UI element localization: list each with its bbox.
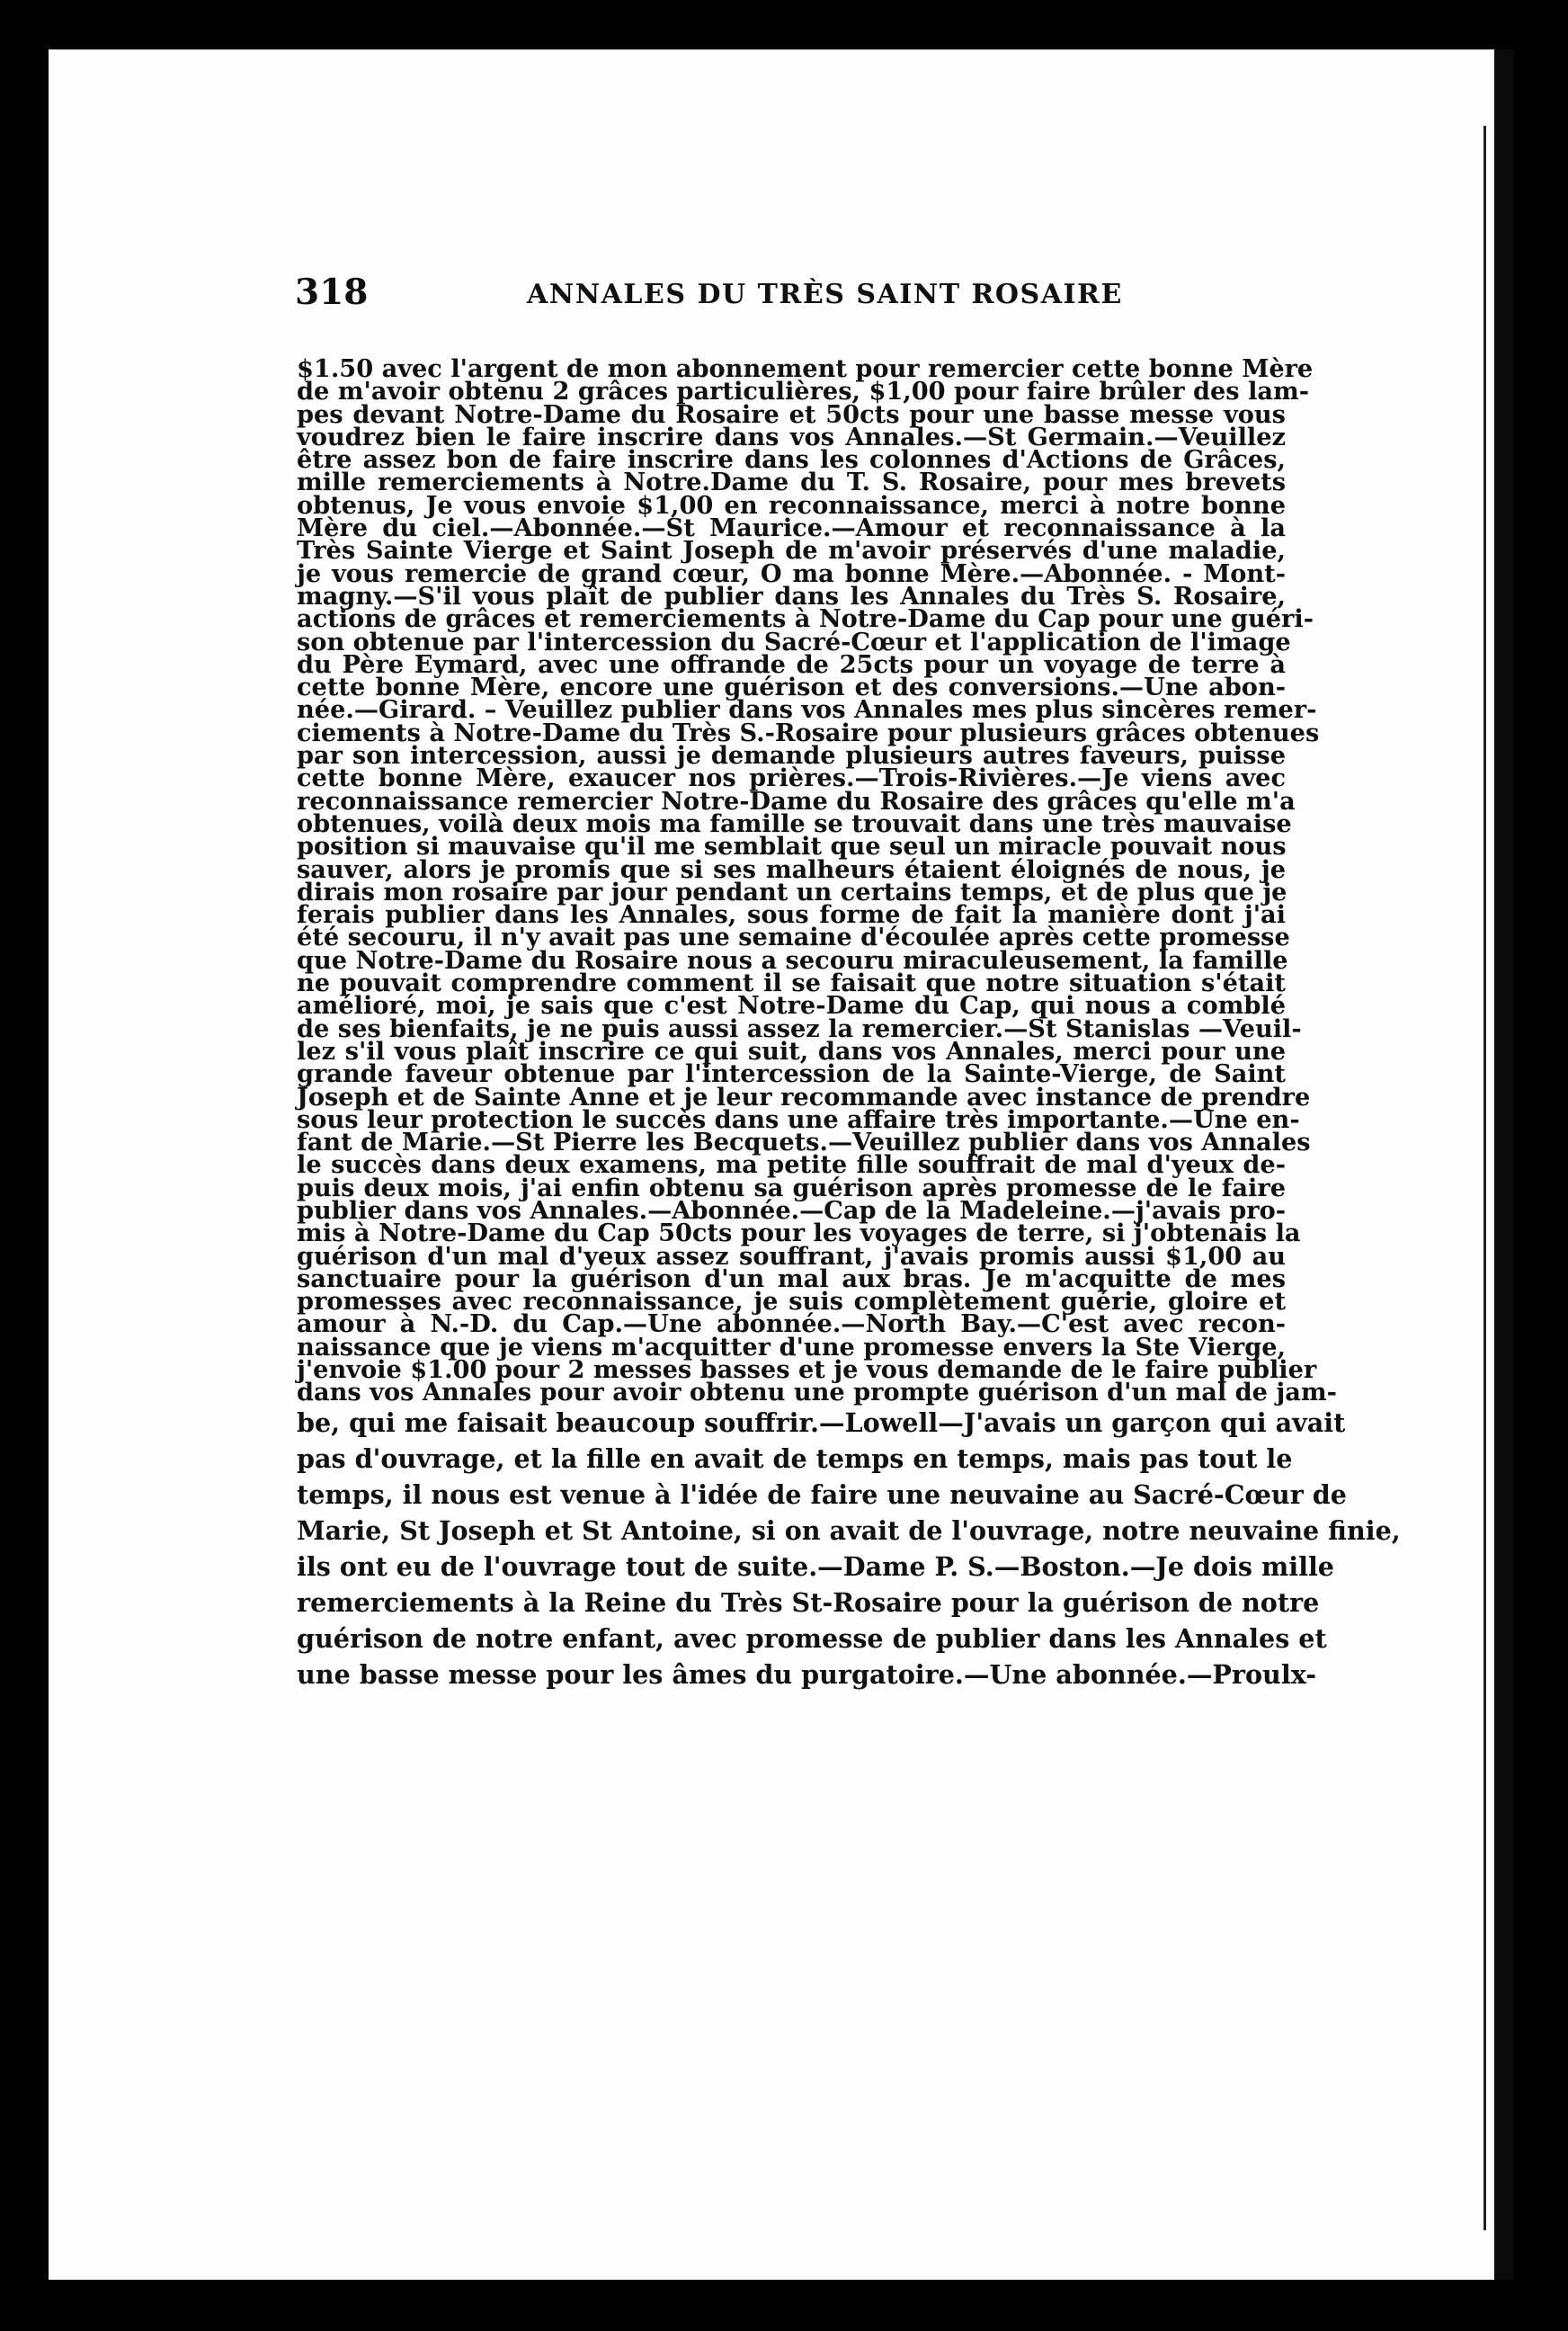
text-line: puis deux mois, j'ai enfin obtenu sa guérison après promesse de le faire [297, 1173, 1286, 1202]
text-line: obtenus, Je vous envoie $1,00 en reconnaissance, merci à notre bonne [297, 490, 1286, 520]
text-line: de ses bienfaits, je ne puis aussi assez la remercier.—St Stanislas —Veuil- [297, 1014, 1302, 1043]
text-line: obtenues, voilà deux mois ma famille se trouvait dans une très mauvaise [297, 808, 1292, 838]
text-line: été secouru, il n'y avait pas une semaine d'écoulée après cette promesse [297, 923, 1290, 952]
wide-text-block [297, 1405, 1401, 1692]
text-line: fant de Marie.—St Pierre les Becquets.—Veuillez publier dans vos Annales [297, 1128, 1311, 1157]
text-line: Joseph et de Sainte Anne et je leur recommande avec instance de prendre [297, 1082, 1311, 1112]
text-line: une basse messe pour les âmes du purgatoire.—Une abonnée.—Proulx- [297, 1658, 1317, 1690]
text-line: guérison de notre enfant, avec promesse de publier dans les Annales et [297, 1622, 1327, 1654]
running-head: ANNALES DU TRÈS SAINT ROSAIRE [527, 279, 1123, 310]
text-line: temps, il nous est venue à l'idée de faire une neuvaine au Sacré-Cœur de [297, 1478, 1347, 1510]
text-line: amour à N.-D. du Cap.—Une abonnée.—North Bay.—C'est avec recon- [297, 1309, 1286, 1339]
text-line: de m'avoir obtenu 2 grâces particulières, $1,00 pour faire brûler des lam- [297, 377, 1310, 406]
text-line: pes devant Notre-Dame du Rosaire et 50cts pour une basse messe vous [297, 399, 1286, 429]
text-line: sanctuaire pour la guérison d'un mal aux bras. Je m'acquitte de mes [297, 1264, 1286, 1293]
body-text [297, 354, 1401, 1692]
text-line: sous leur protection le succès dans une affaire très importante.—Une en- [297, 1104, 1300, 1134]
text-line: guérison d'un mal d'yeux assez souffrant, j'avais promis aussi $1,00 au [297, 1241, 1286, 1271]
text-line: son obtenue par l'intercession du Sacré-Cœur et l'application de l'image [297, 627, 1291, 656]
text-line: du Père Eymard, avec une offrande de 25cts pour un voyage de terre à [297, 649, 1286, 679]
text-line: cette bonne Mère, exaucer nos prières.—Trois-Rivières.—Je viens avec [297, 764, 1286, 793]
page-header [295, 272, 1282, 317]
text-line: ils ont eu de l'ouvrage tout de suite.—Dame P. S.—Boston.—Je dois mille [297, 1550, 1334, 1582]
text-line: actions de grâces et remerciements à Notre-Dame du Cap pour une guéri- [297, 604, 1314, 634]
text-line: lez s'il vous plaît inscrire ce qui suit, dans vos Annales, merci pour une [297, 1036, 1286, 1066]
text-line: grande faveur obtenue par l'intercession de la Sainte-Vierge, de Saint [297, 1059, 1286, 1089]
text-line: née.—Girard. – Veuillez publier dans vos Annales mes plus sincères remer- [297, 695, 1317, 725]
dense-text-block [297, 354, 1337, 1407]
text-line: Mère du ciel.—Abonnée.—St Maurice.—Amour et reconnaissance à la [297, 514, 1286, 543]
page-edge-shadow [1483, 126, 1486, 2230]
text-line: be, qui me faisait beaucoup souffrir.—Lowell—J'avais un garçon qui avait [297, 1407, 1346, 1438]
text-line: mis à Notre-Dame du Cap 50cts pour les voyages de terre, si j'obtenais la [297, 1219, 1301, 1248]
text-line: être assez bon de faire inscrire dans les colonnes d'Actions de Grâces, [297, 445, 1286, 475]
text-line: position si mauvaise qu'il me semblait que seul un miracle pouvait nous [297, 832, 1287, 862]
text-line: pas d'ouvrage, et la fille en avait de temps en temps, mais pas tout le [297, 1442, 1293, 1474]
text-line: remerciements à la Reine du Très St-Rosaire pour la guérison de notre [297, 1586, 1320, 1618]
text-line: Très Sainte Vierge et Saint Joseph de m'avoir préservés d'une maladie, [297, 536, 1286, 566]
text-line: magny.—S'il vous plaît de publier dans les Annales du Très S. Rosaire, [297, 581, 1286, 611]
text-line: que Notre-Dame du Rosaire nous a secouru miraculeusement, la famille [297, 945, 1288, 975]
text-line: amélioré, moi, je sais que c'est Notre-Dame du Cap, qui nous a comblé [297, 991, 1286, 1021]
text-line: voudrez bien le faire inscrire dans vos Annales.—St Germain.—Veuillez [297, 422, 1286, 451]
text-line: mille remerciements à Notre.Dame du T. S. Rosaire, pour mes brevets [297, 468, 1286, 497]
text-line: par son intercession, aussi je demande plusieurs autres faveurs, puisse [297, 741, 1286, 771]
text-line: ne pouvait comprendre comment il se faisait que notre situation s'était [297, 969, 1286, 998]
book-spine-edge [1494, 49, 1514, 2280]
text-line: dirais mon rosaire par jour pendant un certains temps, et de plus que je [297, 877, 1287, 906]
text-line: $1.50 avec l'argent de mon abonnement pour remercier cette bonne Mère [297, 354, 1314, 383]
page-number: 318 [295, 272, 369, 313]
text-line: sauver, alors je promis que si ses malheurs étaient éloignés de nous, je [297, 854, 1286, 884]
text-line: naissance que je viens m'acquitter d'une promesse envers la Ste Vierge, [297, 1332, 1286, 1362]
text-line: j'envoie $1.00 pour 2 messes basses et je vous demande de le faire publier [297, 1355, 1317, 1385]
text-line: publier dans vos Annales.—Abonnée.—Cap de la Madeleine.—j'avais pro- [297, 1195, 1286, 1225]
text-line: je vous remercie de grand cœur, O ma bonne Mère.—Abonnée. - Mont- [297, 558, 1286, 588]
text-line: reconnaissance remercier Notre-Dame du Rosaire des grâces qu'elle m'a [297, 786, 1296, 816]
text-line: cette bonne Mère, encore une guérison et des conversions.—Une abon- [297, 673, 1286, 702]
text-line: dans vos Annales pour avoir obtenu une prompte guérison d'un mal de jam- [297, 1378, 1337, 1407]
text-line: ferais publier dans les Annales, sous forme de fait la manière dont j'ai [297, 900, 1286, 930]
text-line: le succès dans deux examens, ma petite fille souffrait de mal d'yeux de- [297, 1150, 1286, 1180]
text-line: Marie, St Joseph et St Antoine, si on avait de l'ouvrage, notre neuvaine finie, [297, 1514, 1401, 1546]
text-line: promesses avec reconnaissance, je suis complètement guérie, gloire et [297, 1287, 1286, 1317]
text-line: ciements à Notre-Dame du Très S.-Rosaire pour plusieurs grâces obtenues [297, 718, 1320, 747]
